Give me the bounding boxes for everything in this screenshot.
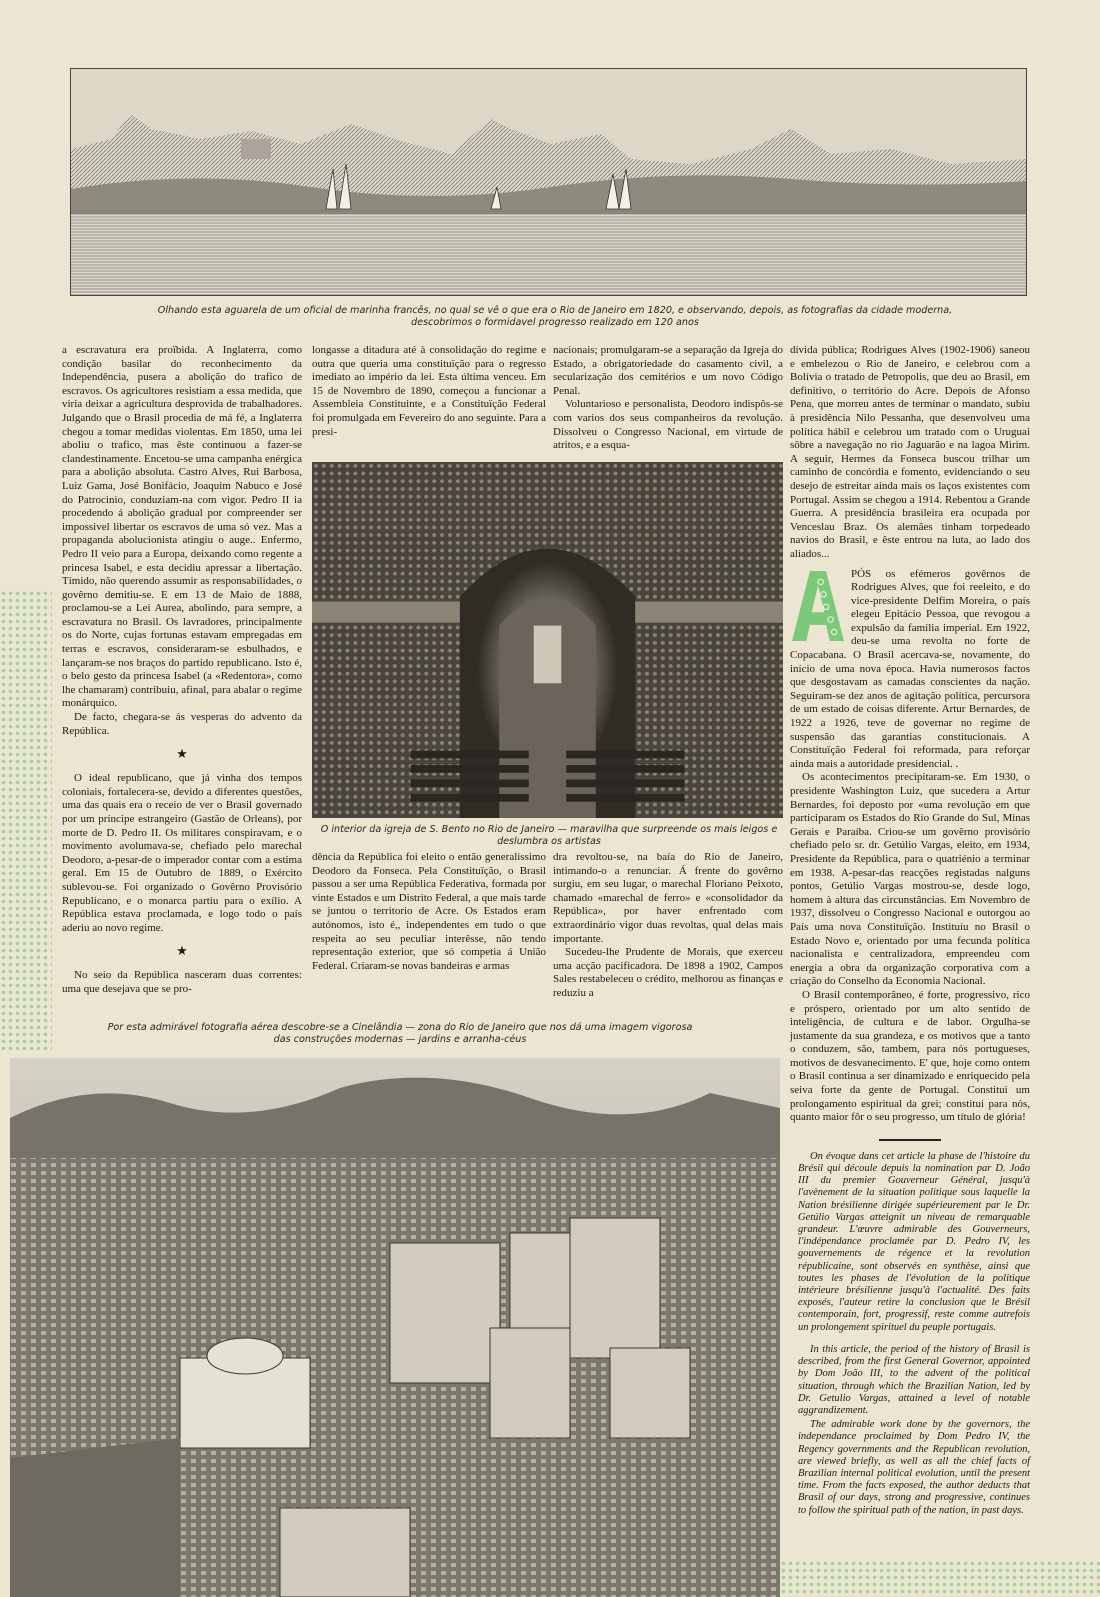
paragraph: The admirable work done by the governors, the independance proclaimed by Dom Pedro IV, the Regency governments and the Republican revolution, are viewed briefly, as well as all the chief facts of Brazilian internal political evolution, until the present time. From the facts exposed, the author deducts that Brasil of our days, strong and progressive, continues to follow the spiritual path of the nation, in past days. <box>798 1419 1030 1516</box>
article-column-3-bottom <box>553 851 783 1001</box>
paragraph: Voluntarioso e personalista, Deodoro indispôs-se com varios dos seus companheiros da revolução. Dissolveu o Congresso Nacional, em virtude de atritos, e a esqua- <box>553 398 783 452</box>
engraving-caption: Olhando esta aguarela de um oficial de marinha francês, no qual se vê o que era o Rio de Janeiro em 1820, e observando, depois, as fotografias da cidade moderna, descobrimos o formidavel progresso realizado em 120 anos <box>157 305 953 328</box>
paragraph: No seio da República nasceram duas correntes: uma que desejava que se pro- <box>62 969 302 995</box>
paragraph: On évoque dans cet article la phase de l'histoire du Brésil qui découle depuis la nomination par D. João III du premier Gouverneur Général, jusqu'à l'avènement de la situation politique sous laquelle la Nation brésilienne dirigée supérieurement par le Dr. Getúlio Vargas atteignit un niveau de remarquable grandeur. L'œuvre admirable des Gouverneurs, l'indépendance proclamée par D. Pedro IV, les gouvernements de régence et la revolution républicaine, sont observés en synthèse, ainsi que toutes les phases de l'évolution de la politique intérieure brésilienne jusqu'à l'actualité. Des faits exposés, l'auteur retire la conclusion que le Brésil contemporain, fort, progressif, reste comme autrefois un prolongement spirituel du peuple portugais. <box>798 1150 1030 1333</box>
star-separator-icon: ★ <box>176 943 188 959</box>
star-separator-icon: ★ <box>176 746 188 762</box>
drop-cap-letter-a-icon <box>792 571 844 641</box>
article-column-1 <box>62 344 302 997</box>
decorative-dot-strip <box>780 1560 1100 1597</box>
paragraph: nacionais; promulgaram-se a separação da Igreja do Estado, a obrigatoriedade do casamento civil, a secularização dos cemitérios e um novo Código Penal. <box>553 344 783 397</box>
church-interior-photo <box>312 462 783 818</box>
paragraph: dência da República foi eleito o então generalissimo Deodoro da Fonseca. Pela Constituïção, o Brasil passou a ser uma República Federativa, formada por vinte Estados e um Distrito Federal, a que mais tarde se juntou o territorio de Acre. Os Estados eram autónomos, isto é,, independentes em tudo o que respeita ao seu peculiar interêsse, não tendo representação exterior, que só competia á União Federal. Criaram-se novas bandeiras e armas <box>312 851 546 972</box>
decorative-dot-strip <box>0 590 52 1050</box>
paragraph: O ideal republicano, que já vinha dos tempos coloniais, fortalecera-se, devido a diferentes questões, uma das quais era o receio de ver o Brasil governado por um príncipe estrangeiro (Gastão de Orleans), por morte de D. Pedro II. Os militares conspiravam, e o movimento avolumava-se, chefiado pelo marechal Deodoro, a-pesar-de o imperador contar com a estima geral. Em 15 de Outubro de 1889, o Exército sublevou-se. Foi organizado o Govêrno Provisório Republicano, e o monarca partiu para o exílio. A República estava proclamada, e logo todo o país aderiu ao novo regime. <box>62 772 302 934</box>
aerial-photo-cinelandia <box>10 1058 780 1597</box>
article-column-3-top <box>553 344 783 453</box>
article-column-2-bottom <box>312 851 546 973</box>
paragraph: O Brasil contemporâneo, é forte, progressivo, rico e próspero, orientado por um alto sentido de inteligência, de cultura e de labor. Orgulha-se justamente da sua grandeza, e os motivos que a tanto o conduzem, são, tambem, para nós portugueses, motivos de desvanecimento. E' que, hoje como ontem o Brasil continua a ser dinamizado e enriquecido pela seiva forte da gente de Portugal. Constitui um prolongamento espiritual da grei; constitui para nós, quanto maior fôr o seu progresso, um título de glória! <box>790 988 1030 1124</box>
paragraph: a escravatura era proïbida. A Inglaterra, como condição basilar do reconhecimento da Independência, pusera a abolição do trafico de escravos. Os agricultores resistiam a essa medida, que viria deixar a agricultura desprovida de trabalhadores. Julgando que o Brasil procedia de má fé, a Inglaterra chegou a tomar medidas violentas. Em 1850, uma lei aboliu o trafico, mas êste continuou a fazer-se clandestinamente. Encetou-se uma campanha enérgica para a abolição absoluta. Castro Alves, Rui Barbosa, Luiz Gama, José Bonifácio, Joaquim Nabuco e José do Patrocinio, conduziam-na com vigor. Pedro II ia procedendo á abolição gradual por compreender ser impossivel libertar os escravos de uma só vez. Mas a propaganda abolucionista atingiu o auge.. Enfermo, Pedro II veio para a Europa, deixando como regente a princesa Isabel, e esta decidiu apressar a libertação. Tímido, não querendo assumir as responsabilidades, o govêrno demitiu-se. E em 13 de Maio de 1888, proclamou-se a Lei Aurea, abolindo, para sempre, a escravatura no Brasil. Os lavradores, principalmente os do Norte, cujas fortunas estavam empregadas em terras e escravos, consideraram-se esbulhados, e lançaram-se nos braços do partido republicano. Isto é, o belo gesto da princesa Isabel (a «Redentora», como lhe chamaram) contribuiu, afinal, para abalar o regime monárquico. <box>62 344 302 710</box>
paragraph: De facto, chegara-se ás vesperas do advento da República. <box>62 711 302 737</box>
french-summary <box>798 1151 1030 1334</box>
aerial-caption: Por esta admirável fotografia aérea descobre-se a Cinelândia — zona do Rio de Janeiro que nos dá uma imagem vigorosa das construções modernas — jardins e arranha-céus <box>107 1022 693 1045</box>
article-column-4 <box>790 344 1030 1519</box>
church-caption: O interior da igreja de S. Bento no Rio de Janeiro — maravilha que surpreende os mais leigos e deslumbra os artistas <box>320 824 778 847</box>
divider <box>879 1139 941 1141</box>
english-summary <box>798 1344 1030 1517</box>
paragraph: longasse a ditadura até à consolidação do regime e outra que queria uma constituïção para o regresso imediato ao império da lei. Esta última venceu. Em 15 de Novembro de 1890, começou a funcionar a Assembleia Constituinte, e a Constituïção Federal foi promulgada em Fevereiro do ano seguinte. Para a presi- <box>312 344 546 438</box>
paragraph-text: PÓS os efémeros govêrnos de Rodrigues Alves, que foi reeleito, e do vice-presidente Delfim Moreira, o país elegeu Epitácio Pessoa, que revogou a expulsão da família imperial. Em 1922, deu-se uma revolta no forte de Copacabana. O Brasil acercava-se, novamente, do início de uma nova época. Havia numerosos factos que desgostavam as camadas conscientes da nação. Seguiram-se dez anos de agitação política, percursora de um estado de coisas diferente. Artur Bernardes, de 1922 a 1926, teve de governar no regime de suspensão das garantias constitucionais. A Constituïção Federal foi reformada, para reforçar ainda mais a autoridade presidencial. . <box>790 567 1030 770</box>
engraving-rio-1820 <box>70 68 1027 296</box>
paragraph: Sucedeu-lhe Prudente de Morais, que exerceu uma acção pacificadora. De 1898 a 1902, Campos Sales restabeleceu o crédito, melhorou as finanças e reduziu a <box>553 946 783 999</box>
paragraph: dra revoltou-se, na baía do Rio de Janeiro, intimando-o a renunciar. Á frente do govêrno surgiu, em seu lugar, o marechal Floriano Peixoto, chamado «marechal de ferro» e «consolidador da República», por haver enfrentado com extraordinário vigor duas revoltas, qual delas mais importante. <box>553 851 783 945</box>
paragraph: Os acontecimentos precipitaram-se. Em 1930, o presidente Washington Luiz, que sucedera a Artur Bernardes, foi deposto por «uma revolução em que participaram os Estados do Rio Grande do Sul, Minas Gerais e Paraíba. Criou-se um govêrno provisório chefiado pelo sr. dr. Getúlio Vargas, eleito, em 1934, Presidente da República, para o quatriénio a terminar em 1938. A-pesar-das reacções registadas nalguns pontos, Getúlio Vargas mostrou-se, desde logo, homem à altura das circunstâncias. Em Novembro de 1937, dissolveu o Congresso Nacional e outorgou ao País uma nova Constituïção. Instituíu no Brasil o Estado Novo e, orientado por uma fecunda política nacionalista e centralizadora, empreendeu com energia a obra da organização corporativa com a criação do Conselho da Economia Nacional. <box>790 771 1030 988</box>
article-column-2-top <box>312 344 546 439</box>
drop-cap-paragraph <box>790 568 1030 772</box>
paragraph: dívida pública; Rodrigues Alves (1902-1906) saneou e embelezou o Rio de Janeiro, e celebrou com a Bolívia o tratado de Petropolis, que deu ao Brasil, em definitivo, o território do Acre. Depois de Afonso Pena, que morreu antes de terminar o mandato, subiu à presidência Nilo Pessanha, que desenvolveu uma política hábil e celebrou um tratado com o Uruguai sôbre a navegação no rio Jaguarão e na lagoa Mirim. A seguir, Hermes da Fonseca buscou trilhar um caminho de concórdia e fomento, evidenciando o seu desejo de estreitar ainda mais os laços existentes com Portugal. Assim se chegou a 1914. Rebentou a Grande Guerra. A presidência brasileira era ocupada por Venceslau Braz. Os alemães tinham torpedeado navios do Brasil, e êste entrou na luta, ao lado dos aliados... <box>790 344 1030 560</box>
paragraph: In this article, the period of the history of Brasil is described, from the first General Governor, appointed by Dom João III, to the advent of the political situation, through which the Brazilian Nation, led by Dr. Getulio Vargas, attained a level of notable aggrandizement. <box>798 1343 1030 1416</box>
